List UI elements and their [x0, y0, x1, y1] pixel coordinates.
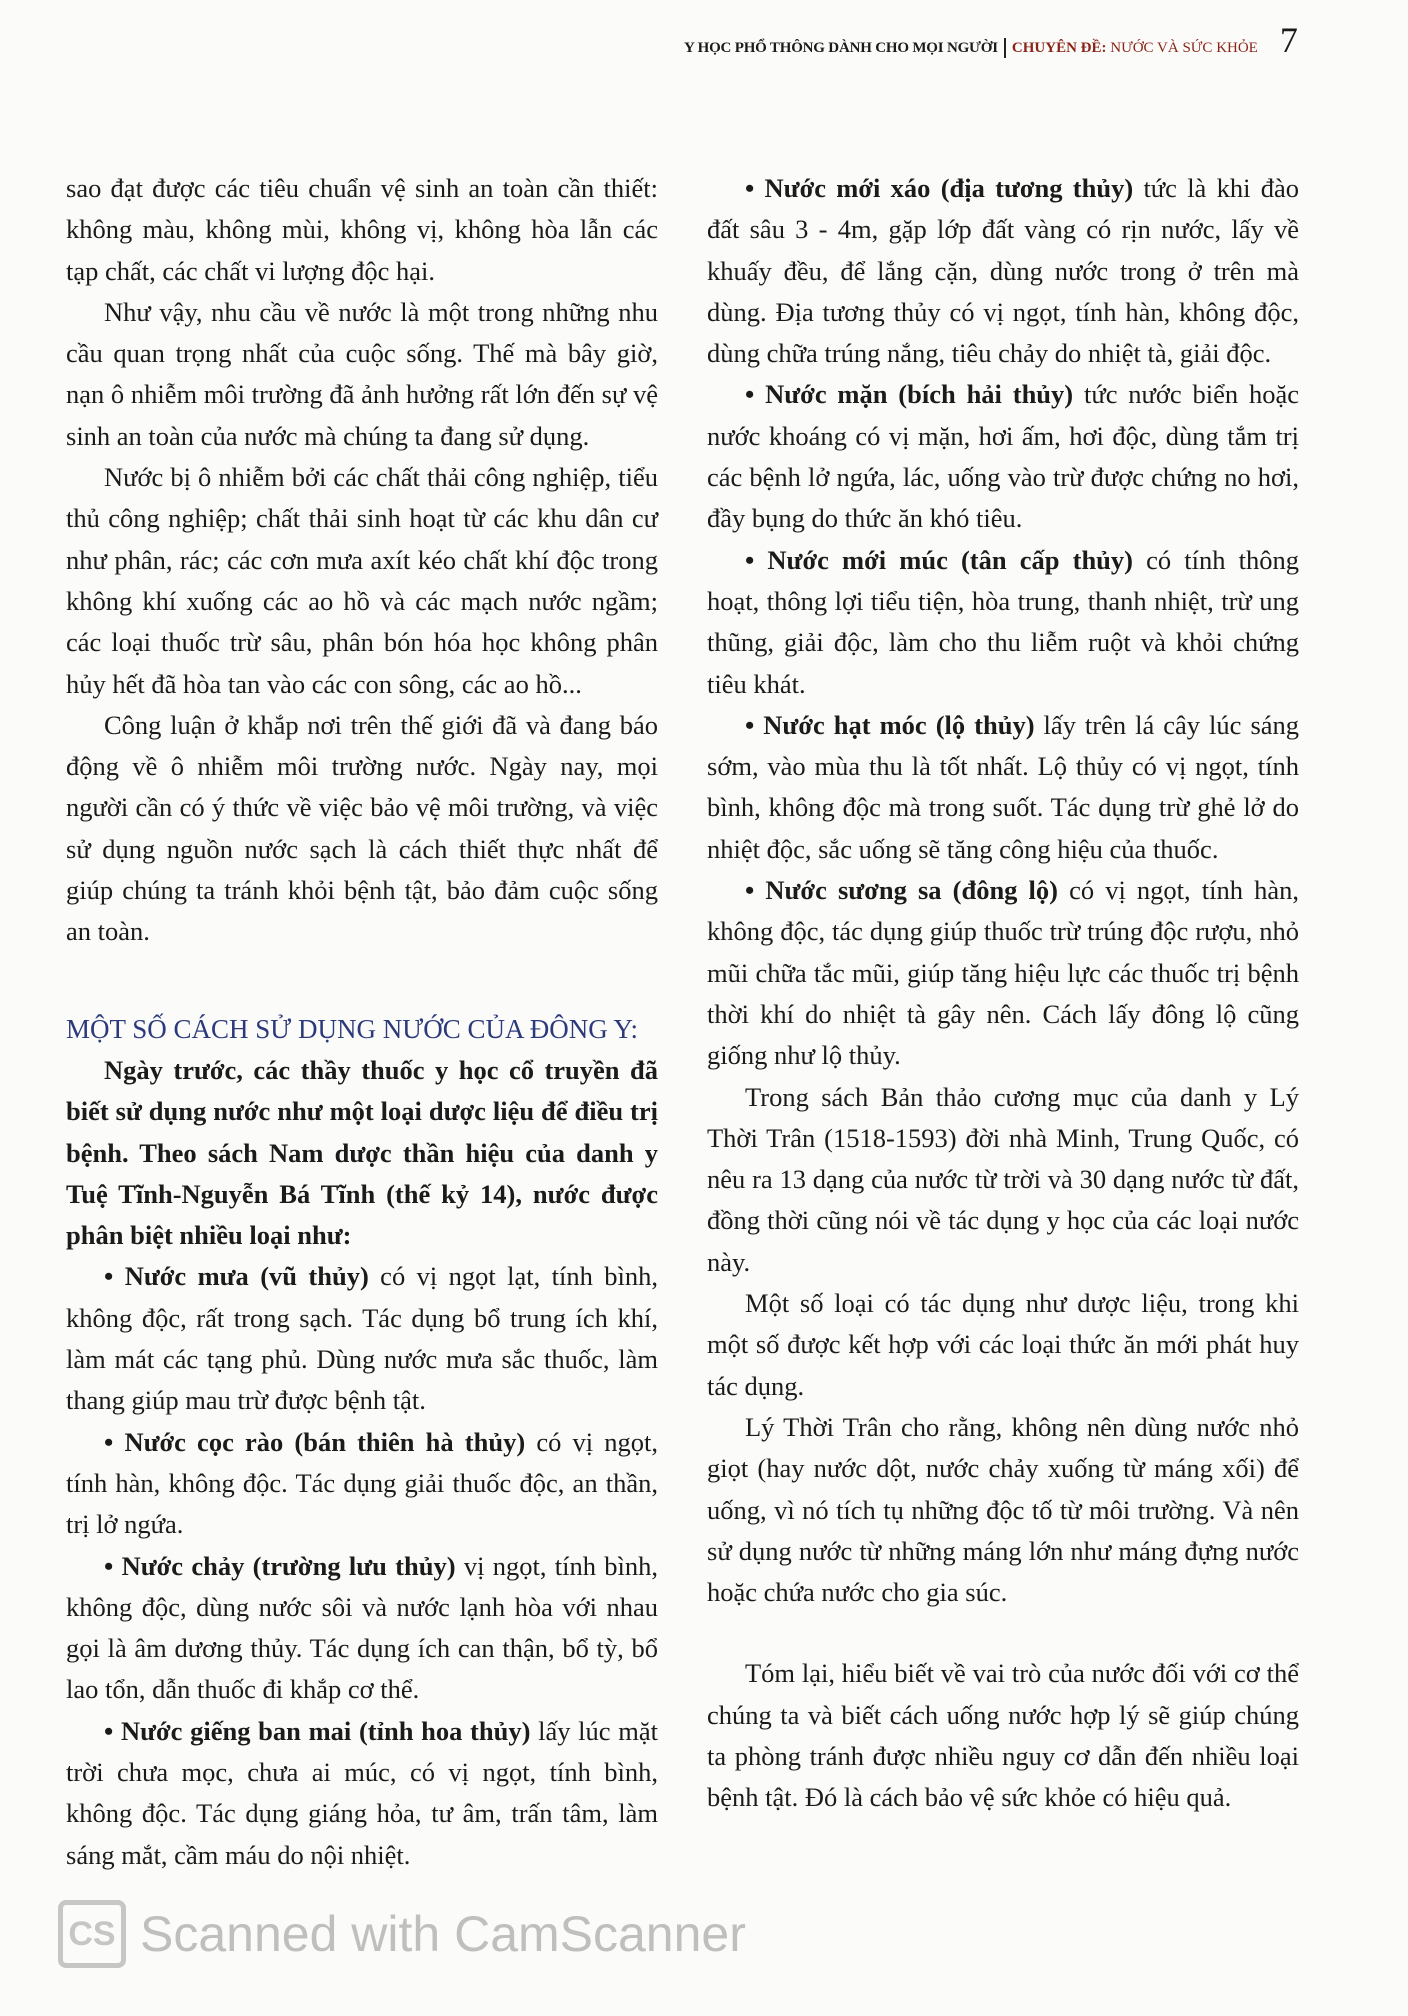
- paragraph: Công luận ở khắp nơi trên thế giới đã và đang báo động về ô nhiễm môi trường nước. Ngày nay, mọi người cần có ý thức về việc bảo vệ môi trường, và việc sử dụng nguồn nước sạch là cách thiết thực nhất để giúp chúng ta tránh khỏi bệnh tật, bảo đảm cuộc sống an toàn.: [66, 709, 658, 947]
- paragraph: Một số loại có tác dụng như dược liệu, trong khi một số được kết hợp với các loại thức ăn mới phát huy tác dụng.: [707, 1288, 1299, 1401]
- topic: [1006, 38, 1258, 58]
- list-item: • Nước mặn (bích hải thủy) tức nước biển hoặc nước khoáng có vị mặn, hơi ấm, hơi độc, dùng tắm trị các bệnh lở ngứa, lác, uống vào trừ được chứng no hơi, đầy bụng do thức ăn khó tiêu.: [707, 374, 1299, 539]
- running-header: [684, 22, 1298, 58]
- paragraph: Như vậy, nhu cầu về nước là một trong những nhu cầu quan trọng nhất của cuộc sống. Thế mà bây giờ, nạn ô nhiễm môi trường đã ảnh hưởng rất lớn đến sự vệ sinh an toàn của nước mà chúng ta đang sử dụng.: [66, 296, 658, 451]
- list-item: • Nước mới xáo (địa tương thủy) tức là khi đào đất sâu 3 - 4m, gặp lớp đất vàng có rịn nước, lấy về khuấy đều, để lắng cặn, dùng nước trong ở trên mà dùng. Địa tương thủy có vị ngọt, tính hàn, không độc, dùng chữa trúng nắng, tiêu chảy do nhiệt tà, giải độc.: [707, 168, 1299, 374]
- intro-paragraph: Ngày trước, các thầy thuốc y học cổ truyền đã biết sử dụng nước như một loại dược liệu để điều trị bệnh. Theo sách Nam dược thần hiệu của danh y Tuệ Tĩnh-Nguyễn Bá Tĩnh (thế kỷ 14), nước được phân biệt nhiều loại như:: [66, 1054, 658, 1251]
- list-item: • Nước hạt móc (lộ thủy) lấy trên lá cây lúc sáng sớm, vào mùa thu là tốt nhất. Lộ thủy có vị ngọt, tính bình, không độc mà trong suốt. Tác dụng trừ ghẻ lở do nhiệt độc, sắc uống sẽ tăng công hiệu của thuốc.: [707, 705, 1299, 870]
- conclusion-paragraph: Tóm lại, hiểu biết về vai trò của nước đối với cơ thể chúng ta và biết cách uống nước hợp lý sẽ giúp chúng ta phòng tránh được nhiều nguy cơ dẫn đến nhiều loại bệnh tật. Đó là cách bảo vệ sức khỏe có hiệu quả.: [707, 1658, 1299, 1813]
- left-column: [66, 168, 658, 1876]
- topic-text: NƯỚC VÀ SỨC KHỎE: [1110, 40, 1258, 56]
- topic-label: CHUYÊN ĐỀ:: [1011, 40, 1107, 56]
- section-heading: MỘT SỐ CÁCH SỬ DỤNG NƯỚC CỦA ĐÔNG Y:: [66, 1013, 638, 1044]
- list-item: • Nước mới múc (tân cấp thủy) có tính thông hoạt, thông lợi tiểu tiện, hòa trung, thanh nhiệt, trừ ung thũng, giải độc, làm cho thu liễm ruột và khỏi chứng tiêu khát.: [707, 540, 1299, 705]
- camscanner-watermark: [58, 1900, 746, 1968]
- watermark-text: Scanned with CamScanner: [140, 1906, 746, 1962]
- list-item: • Nước cọc rào (bán thiên hà thủy) có vị ngọt, tính hàn, không độc. Tác dụng giải thuốc độc, an thần, trị lở ngứa.: [66, 1422, 658, 1546]
- list-item: • Nước mưa (vũ thủy) có vị ngọt lạt, tính bình, không độc, rất trong sạch. Tác dụng bổ trung ích khí, làm mát các tạng phủ. Dùng nước mưa sắc thuốc, làm thang giúp mau trừ được bệnh tật.: [66, 1256, 658, 1421]
- paragraph: Lý Thời Trân cho rằng, không nên dùng nước nhỏ giọt (hay nước dột, nước chảy xuống từ máng xối) để uống, vì nó tích tụ những độc tố từ môi trường. Và nên sử dụng nước từ những máng lớn như máng đựng nước hoặc chứa nước cho gia súc.: [707, 1411, 1299, 1608]
- list-item: • Nước chảy (trường lưu thủy) vị ngọt, tính bình, không độc, dùng nước sôi và nước lạnh hòa với nhau gọi là âm dương thủy. Tác dụng ích can thận, bổ tỳ, bổ lao tổn, dẫn thuốc đi khắp cơ thể.: [66, 1546, 658, 1711]
- page-number: 7: [1279, 20, 1298, 60]
- paragraph: Trong sách Bản thảo cương mục của danh y Lý Thời Trân (1518-1593) đời nhà Minh, Trung Quốc, có nêu ra 13 dạng của nước từ trời và 30 dạng nước từ đất, đồng thời cũng nói về tác dụng y học của các loại nước này.: [707, 1081, 1299, 1277]
- paragraph: sao đạt được các tiêu chuẩn vệ sinh an toàn cần thiết: không màu, không mùi, không vị, không hòa lẫn các tạp chất, các chất vi lượng độc hại.: [66, 173, 658, 286]
- paragraph: Nước bị ô nhiễm bởi các chất thải công nghiệp, tiểu thủ công nghiệp; chất thải sinh hoạt từ các khu dân cư như phân, rác; các cơn mưa axít kéo chất khí độc trong không khí xuống các ao hồ và các mạch nước ngầm; các loại thuốc trừ sâu, phân bón hóa học không phân hủy hết đã hòa tan vào các con sông, các ao hồ...: [66, 462, 658, 699]
- book-title: Y HỌC PHỔ THÔNG DÀNH CHO MỌI NGƯỜI: [684, 38, 1006, 58]
- camscanner-logo-icon: CS: [58, 1900, 126, 1968]
- list-item: • Nước sương sa (đông lộ) có vị ngọt, tính hàn, không độc, tác dụng giúp thuốc trừ trúng độc rượu, nhỏ mũi chữa tắc mũi, giúp tăng hiệu lực các thuốc trị bệnh thời khí do nhiệt tà gây nên. Cách lấy đông lộ cũng giống như lộ thủy.: [707, 870, 1299, 1076]
- right-column: [707, 168, 1299, 1819]
- list-item: • Nước giếng ban mai (tỉnh hoa thủy) lấy lúc mặt trời chưa mọc, chưa ai múc, có vị ngọt, tính bình, không độc. Tác dụng giáng hỏa, tư âm, trấn tâm, làm sáng mắt, cầm máu do nội nhiệt.: [66, 1711, 658, 1876]
